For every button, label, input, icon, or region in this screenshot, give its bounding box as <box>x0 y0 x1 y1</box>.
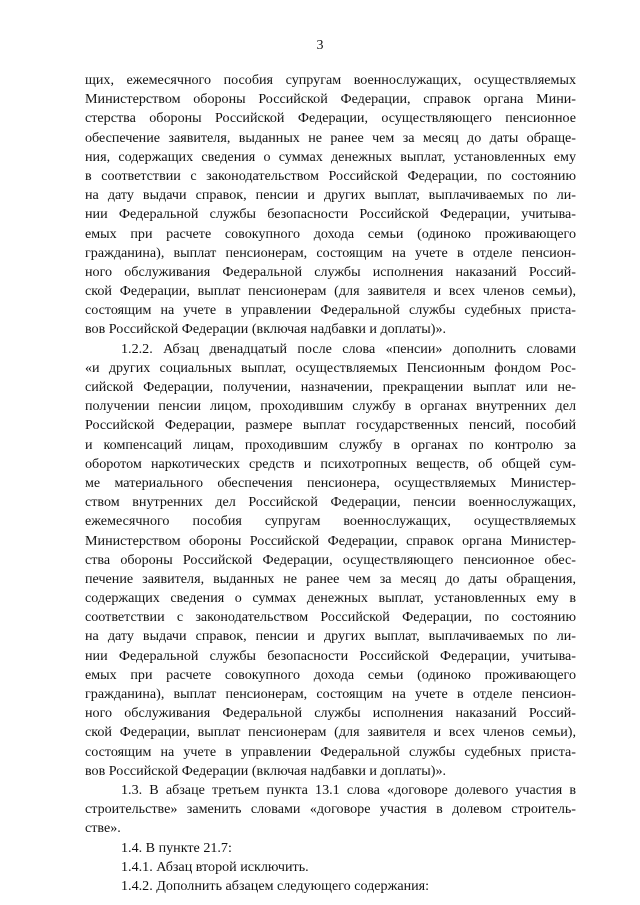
text-line: состоящим на учете в управлении Федеральной службы судебных приста- <box>85 743 576 760</box>
text-line: ской Федерации, выплат пенсионерам (для заявителя и всех членов семьи), <box>85 724 576 741</box>
paragraph-continuation <box>85 71 576 340</box>
text-line: вов Российской Федерации (включая надбавки и доплаты)». <box>85 762 447 779</box>
text-line: ного обслуживания Федеральной службы исполнения наказаний Россий- <box>85 705 576 722</box>
text-line: строительстве» заменить словами «договоре участия в долевом строитель- <box>85 801 576 818</box>
text-line: получении пенсии лицом, проходившим службу в органах внутренних дел <box>85 398 576 415</box>
text-line: нии Федеральной службы безопасности Российской Федерации, учитыва- <box>85 647 576 664</box>
text-line: соответствии с законодательством Российской Федерации, по состоянию <box>85 609 576 626</box>
text-line: Министерством обороны Российской Федерации, справок органа Мини- <box>85 91 576 108</box>
body-text <box>85 71 576 896</box>
text-line: 1.4.2. Дополнить абзацем следующего содержания: <box>121 877 430 894</box>
text-line: печение заявителя, выданных не ранее чем за месяц до даты обращения, <box>85 570 576 587</box>
paragraph-1-4-1 <box>85 858 576 877</box>
text-line: на дату выдачи справок, пенсии и других выплат, выплачиваемых по ли- <box>85 187 576 204</box>
text-line: оборотом наркотических средств и психотропных веществ, об общей сум- <box>85 455 576 472</box>
text-line: ством внутренних дел Российской Федерации, пенсии военнослужащих, <box>85 494 576 511</box>
text-line: стерства обороны Российской Федерации, осуществляющего пенсионное <box>85 110 576 127</box>
text-line: на дату выдачи справок, пенсии и других выплат, выплачиваемых по ли- <box>85 628 576 645</box>
text-line: емых при расчете совокупного дохода семьи (одиноко проживающего <box>85 666 576 683</box>
text-line: вов Российской Федерации (включая надбавки и доплаты)». <box>85 321 447 338</box>
paragraph-1-3 <box>85 781 576 839</box>
text-line: ме материального обеспечения пенсионера, осуществляемых Министер- <box>85 474 576 491</box>
text-line: содержащих сведения о суммах денежных выплат, установленных ему в <box>85 590 576 607</box>
text-line: «и других социальных выплат, осуществляемых Пенсионным фондом Рос- <box>85 359 576 376</box>
text-line: 1.4.1. Абзац второй исключить. <box>121 858 309 875</box>
text-line: стве». <box>85 820 121 837</box>
text-line: гражданина), выплат пенсионерам, состоящим на учете в отделе пенсион- <box>85 244 576 261</box>
paragraph-1-4-2 <box>85 877 576 896</box>
text-line: ства обороны Российской Федерации, осуществляющего пенсионное обес- <box>85 551 576 568</box>
text-line: ской Федерации, выплат пенсионерам (для заявителя и всех членов семьи), <box>85 283 576 300</box>
text-line: нии Федеральной службы безопасности Российской Федерации, учитыва- <box>85 206 576 223</box>
text-line: в соответствии с законодательством Российской Федерации, по состоянию <box>85 167 576 184</box>
text-line: сийской Федерации, получении, назначении, прекращении выплат или не- <box>85 379 576 395</box>
text-line: ежемесячного пособия супругам военнослужащих, осуществляемых <box>85 513 576 530</box>
text-line: 1.2.2. Абзац двенадцатый после слова «пенсии» дополнить словами <box>121 340 576 357</box>
text-line: 1.3. В абзаце третьем пункта 13.1 слова «договоре долевого участия в <box>121 781 576 798</box>
text-line: ного обслуживания Федеральной службы исполнения наказаний Россий- <box>85 263 576 280</box>
paragraph-1-2-2 <box>85 340 576 781</box>
text-line: 1.4. В пункте 21.7: <box>121 839 232 856</box>
paragraph-1-4 <box>85 839 576 858</box>
page-number: 3 <box>316 38 324 53</box>
text-line: состоящим на учете в управлении Федеральной службы судебных приста- <box>85 302 576 319</box>
text-line: Министерством обороны Российской Федерации, справок органа Министер- <box>85 532 576 549</box>
text-line: гражданина), выплат пенсионерам, состоящим на учете в отделе пенсион- <box>85 686 576 702</box>
text-line: щих, ежемесячного пособия супругам военнослужащих, осуществляемых <box>85 72 576 88</box>
text-line: обеспечение заявителя, выданных не ранее чем за месяц до даты обраще- <box>85 129 576 146</box>
text-line: ния, содержащих сведения о суммах денежных выплат, установленных ему <box>85 148 576 165</box>
text-line: и компенсаций лицам, проходившим службу в органах по контролю за <box>85 436 576 453</box>
text-line: емых при расчете совокупного дохода семьи (одиноко проживающего <box>85 225 576 242</box>
text-line: Российской Федерации, размере выплат государственных пенсий, пособий <box>85 417 576 434</box>
